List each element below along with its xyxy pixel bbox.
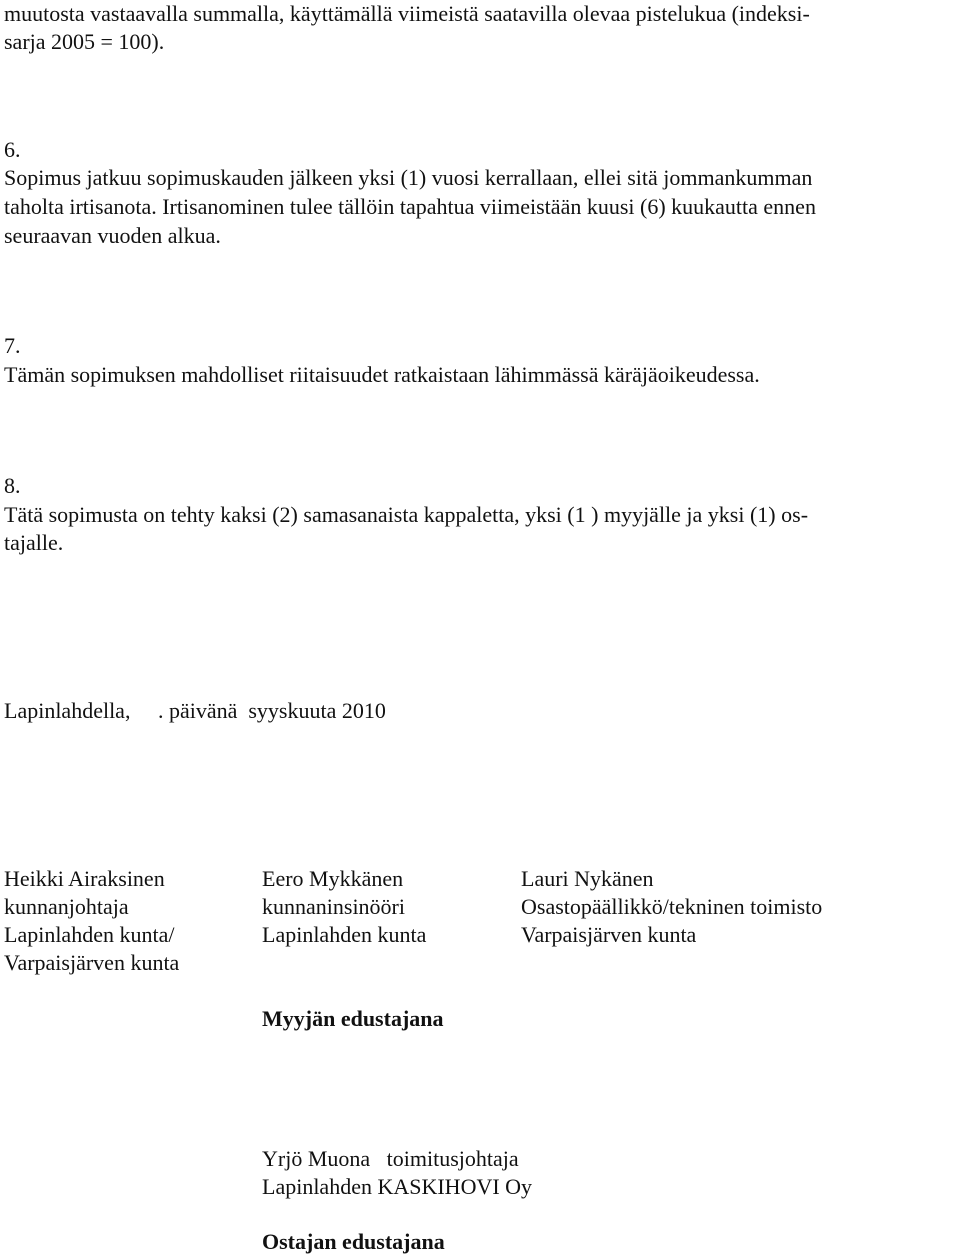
intro-line-1: muutosta vastaavalla summalla, käyttämällä viimeistä saatavilla olevaa pistelukua (indeksi- (4, 1, 810, 26)
place-and-date: Lapinlahdella, . päivänä syyskuuta 2010 (4, 698, 386, 723)
signatory-3-name: Lauri Nykänen (521, 866, 654, 891)
section-6-line-3: seuraavan vuoden alkua. (4, 223, 221, 248)
section-6-line-1: Sopimus jatkuu sopimuskauden jälkeen yksi (1) vuosi kerrallaan, ellei sitä jommankumman (4, 165, 813, 190)
section-6-number: 6. (4, 137, 21, 162)
buyer-representative-label: Ostajan edustajana (262, 1229, 445, 1254)
signatory-2-title: kunnaninsinööri (262, 894, 405, 919)
section-8-line-2: tajalle. (4, 530, 64, 555)
section-8-number: 8. (4, 473, 21, 498)
signatory-1-name: Heikki Airaksinen (4, 866, 165, 891)
intro-line-2: sarja 2005 = 100). (4, 29, 165, 54)
buyer-representative-line-1: Yrjö Muona toimitusjohtaja (262, 1146, 519, 1171)
section-6-line-2: taholta irtisanota. Irtisanominen tulee tällöin tapahtua viimeistään kuusi (6) kuukautta ennen (4, 194, 816, 219)
signatory-3-title: Osastopäällikkö/tekninen toimisto (521, 894, 823, 919)
signatory-1-org: Lapinlahden kunta/ (4, 922, 175, 947)
signatory-1-org-2: Varpaisjärven kunta (4, 950, 180, 975)
signatory-3-org: Varpaisjärven kunta (521, 922, 697, 947)
signatory-2-name: Eero Mykkänen (262, 866, 404, 891)
seller-representative-label: Myyjän edustajana (262, 1006, 444, 1031)
section-7-number: 7. (4, 333, 21, 358)
section-7-line-1: Tämän sopimuksen mahdolliset riitaisuudet ratkaistaan lähimmässä käräjäoikeudessa. (4, 362, 760, 387)
signatory-1-title: kunnanjohtaja (4, 894, 129, 919)
buyer-representative-line-2: Lapinlahden KASKIHOVI Oy (262, 1174, 533, 1199)
signatory-2-org: Lapinlahden kunta (262, 922, 427, 947)
section-8-line-1: Tätä sopimusta on tehty kaksi (2) samasanaista kappaletta, yksi (1 ) myyjälle ja yksi (1) os- (4, 502, 809, 527)
